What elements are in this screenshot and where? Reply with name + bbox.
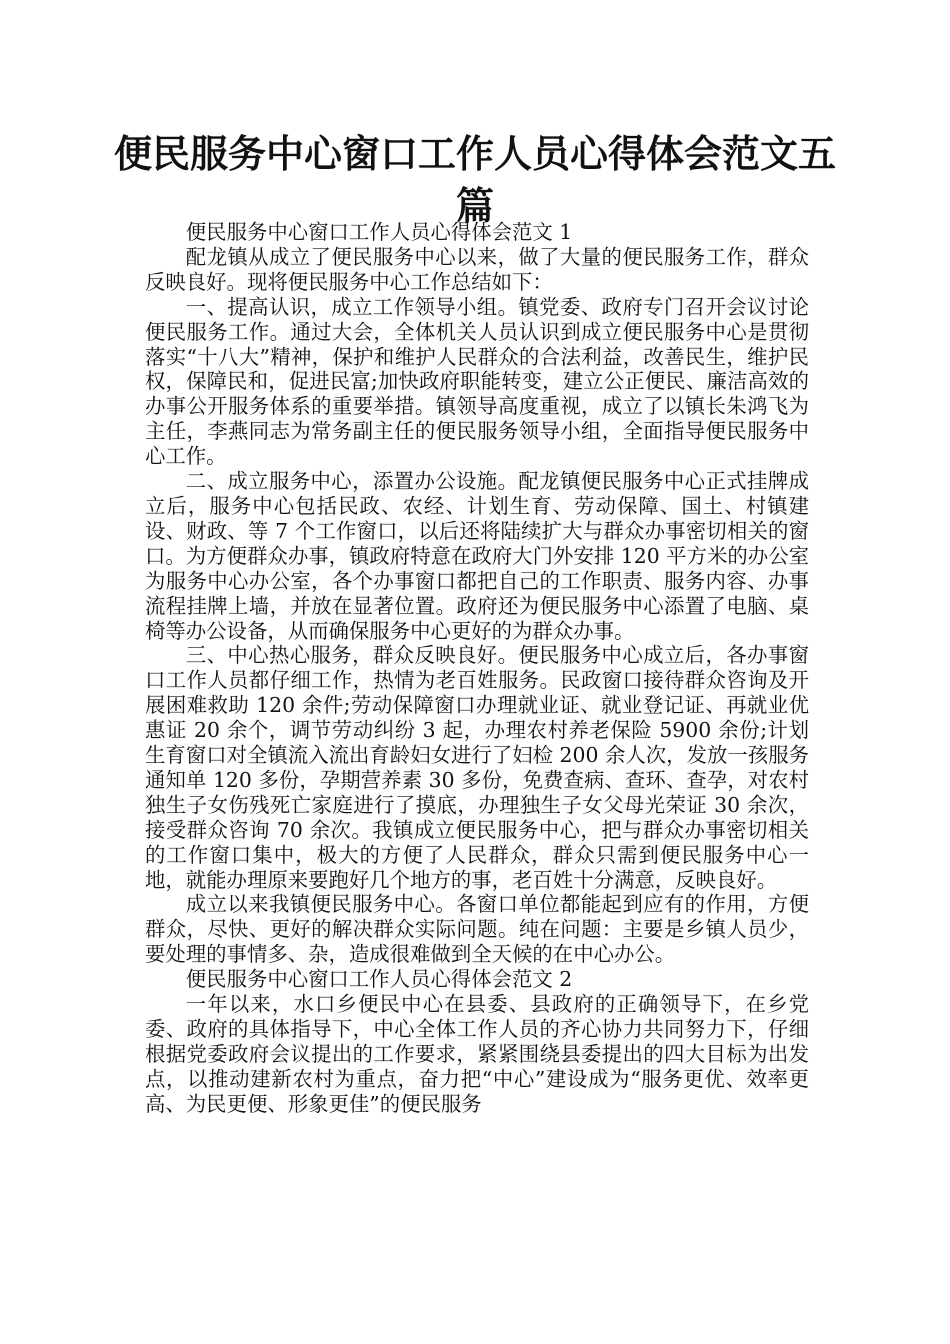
document-body (145, 220, 809, 1117)
paragraph-summary: 成立以来我镇便民服务中心。各窗口单位都能起到应有的作用，方便群众，尽快、更好的解决群众实际问题。纯在问题：主要是乡镇人员少，要处理的事情多、杂，造成很难做到全天候的在中心办公。 (145, 892, 809, 967)
paragraph-point-3: 三、中心热心服务，群众反映良好。便民服务中心成立后，各办事窗口工作人员都仔细工作，热情为老百姓服务。民政窗口接待群众咨询及开展困难救助 120 余件;劳动保障窗口办理就业证、就业登记证、再就业优惠证 20 余个，调节劳动纠纷 3 起，办理农村养老保险 5900 余份;计划生育窗口对全镇流入流出育龄妇女进行了妇检 200 余人次，发放一孩服务通知单 120 多份，孕期营养素 30 多份，免费查病、查环、查孕，对农村独生子女伤残死亡家庭进行了摸底，办理独生子女父母光荣证 30 余次，接受群众咨询 70 余次。我镇成立便民服务中心，把与群众办事密切相关的工作窗口集中，极大的方便了人民群众，群众只需到便民服务中心一地，就能办理原来要跑好几个地方的事，老百姓十分满意，反映良好。 (145, 643, 809, 892)
document-title: 便民服务中心窗口工作人员心得体会范文五篇 (113, 132, 836, 228)
paragraph-intro: 配龙镇从成立了便民服务中心以来，做了大量的便民服务工作，群众反映良好。现将便民服务中心工作总结如下： (145, 244, 809, 294)
section-heading-2: 便民服务中心窗口工作人员心得体会范文 2 (185, 967, 573, 992)
paragraph-point-2: 二、成立服务中心，添置办公设施。配龙镇便民服务中心正式挂牌成立后，服务中心包括民政、农经、计划生育、劳动保障、国土、村镇建设、财政、等 7 个工作窗口，以后还将陆续扩大与群众办事密切相关的窗口。为方便群众办事，镇政府特意在政府大门外安排 120 平方米的办公室为服务中心办公室，各个办事窗口都把自己的工作职责、服务内容、办事流程挂牌上墙，并放在显著位置。政府还为便民服务中心添置了电脑、桌椅等办公设备，从而确保服务中心更好的为群众办事。 (145, 469, 809, 643)
paragraph-point-1: 一、提高认识，成立工作领导小组。镇党委、政府专门召开会议讨论便民服务工作。通过大会，全体机关人员认识到成立便民服务中心是贯彻落实“十八大”精神，保护和维护人民群众的合法利益，改善民生，维护民权，保障民和，促进民富;加快政府职能转变，建立公正便民、廉洁高效的办事公开服务体系的重要举措。镇领导高度重视，成立了以镇长朱鸿飞为主任，李燕同志为常务副主任的便民服务领导小组，全面指导便民服务中心工作。 (145, 294, 809, 469)
paragraph-section-2: 一年以来，水口乡便民中心在县委、县政府的正确领导下，在乡党委、政府的具体指导下，中心全体工作人员的齐心协力共同努力下，仔细根据党委政府会议提出的工作要求，紧紧围绕县委提出的四大目标为出发点，以推动建新农村为重点，奋力把“中心”建设成为“服务更优、效率更高、为民更便、形象更佳”的便民服务 (145, 992, 809, 1116)
section-heading-1: 便民服务中心窗口工作人员心得体会范文 1 (185, 220, 573, 244)
